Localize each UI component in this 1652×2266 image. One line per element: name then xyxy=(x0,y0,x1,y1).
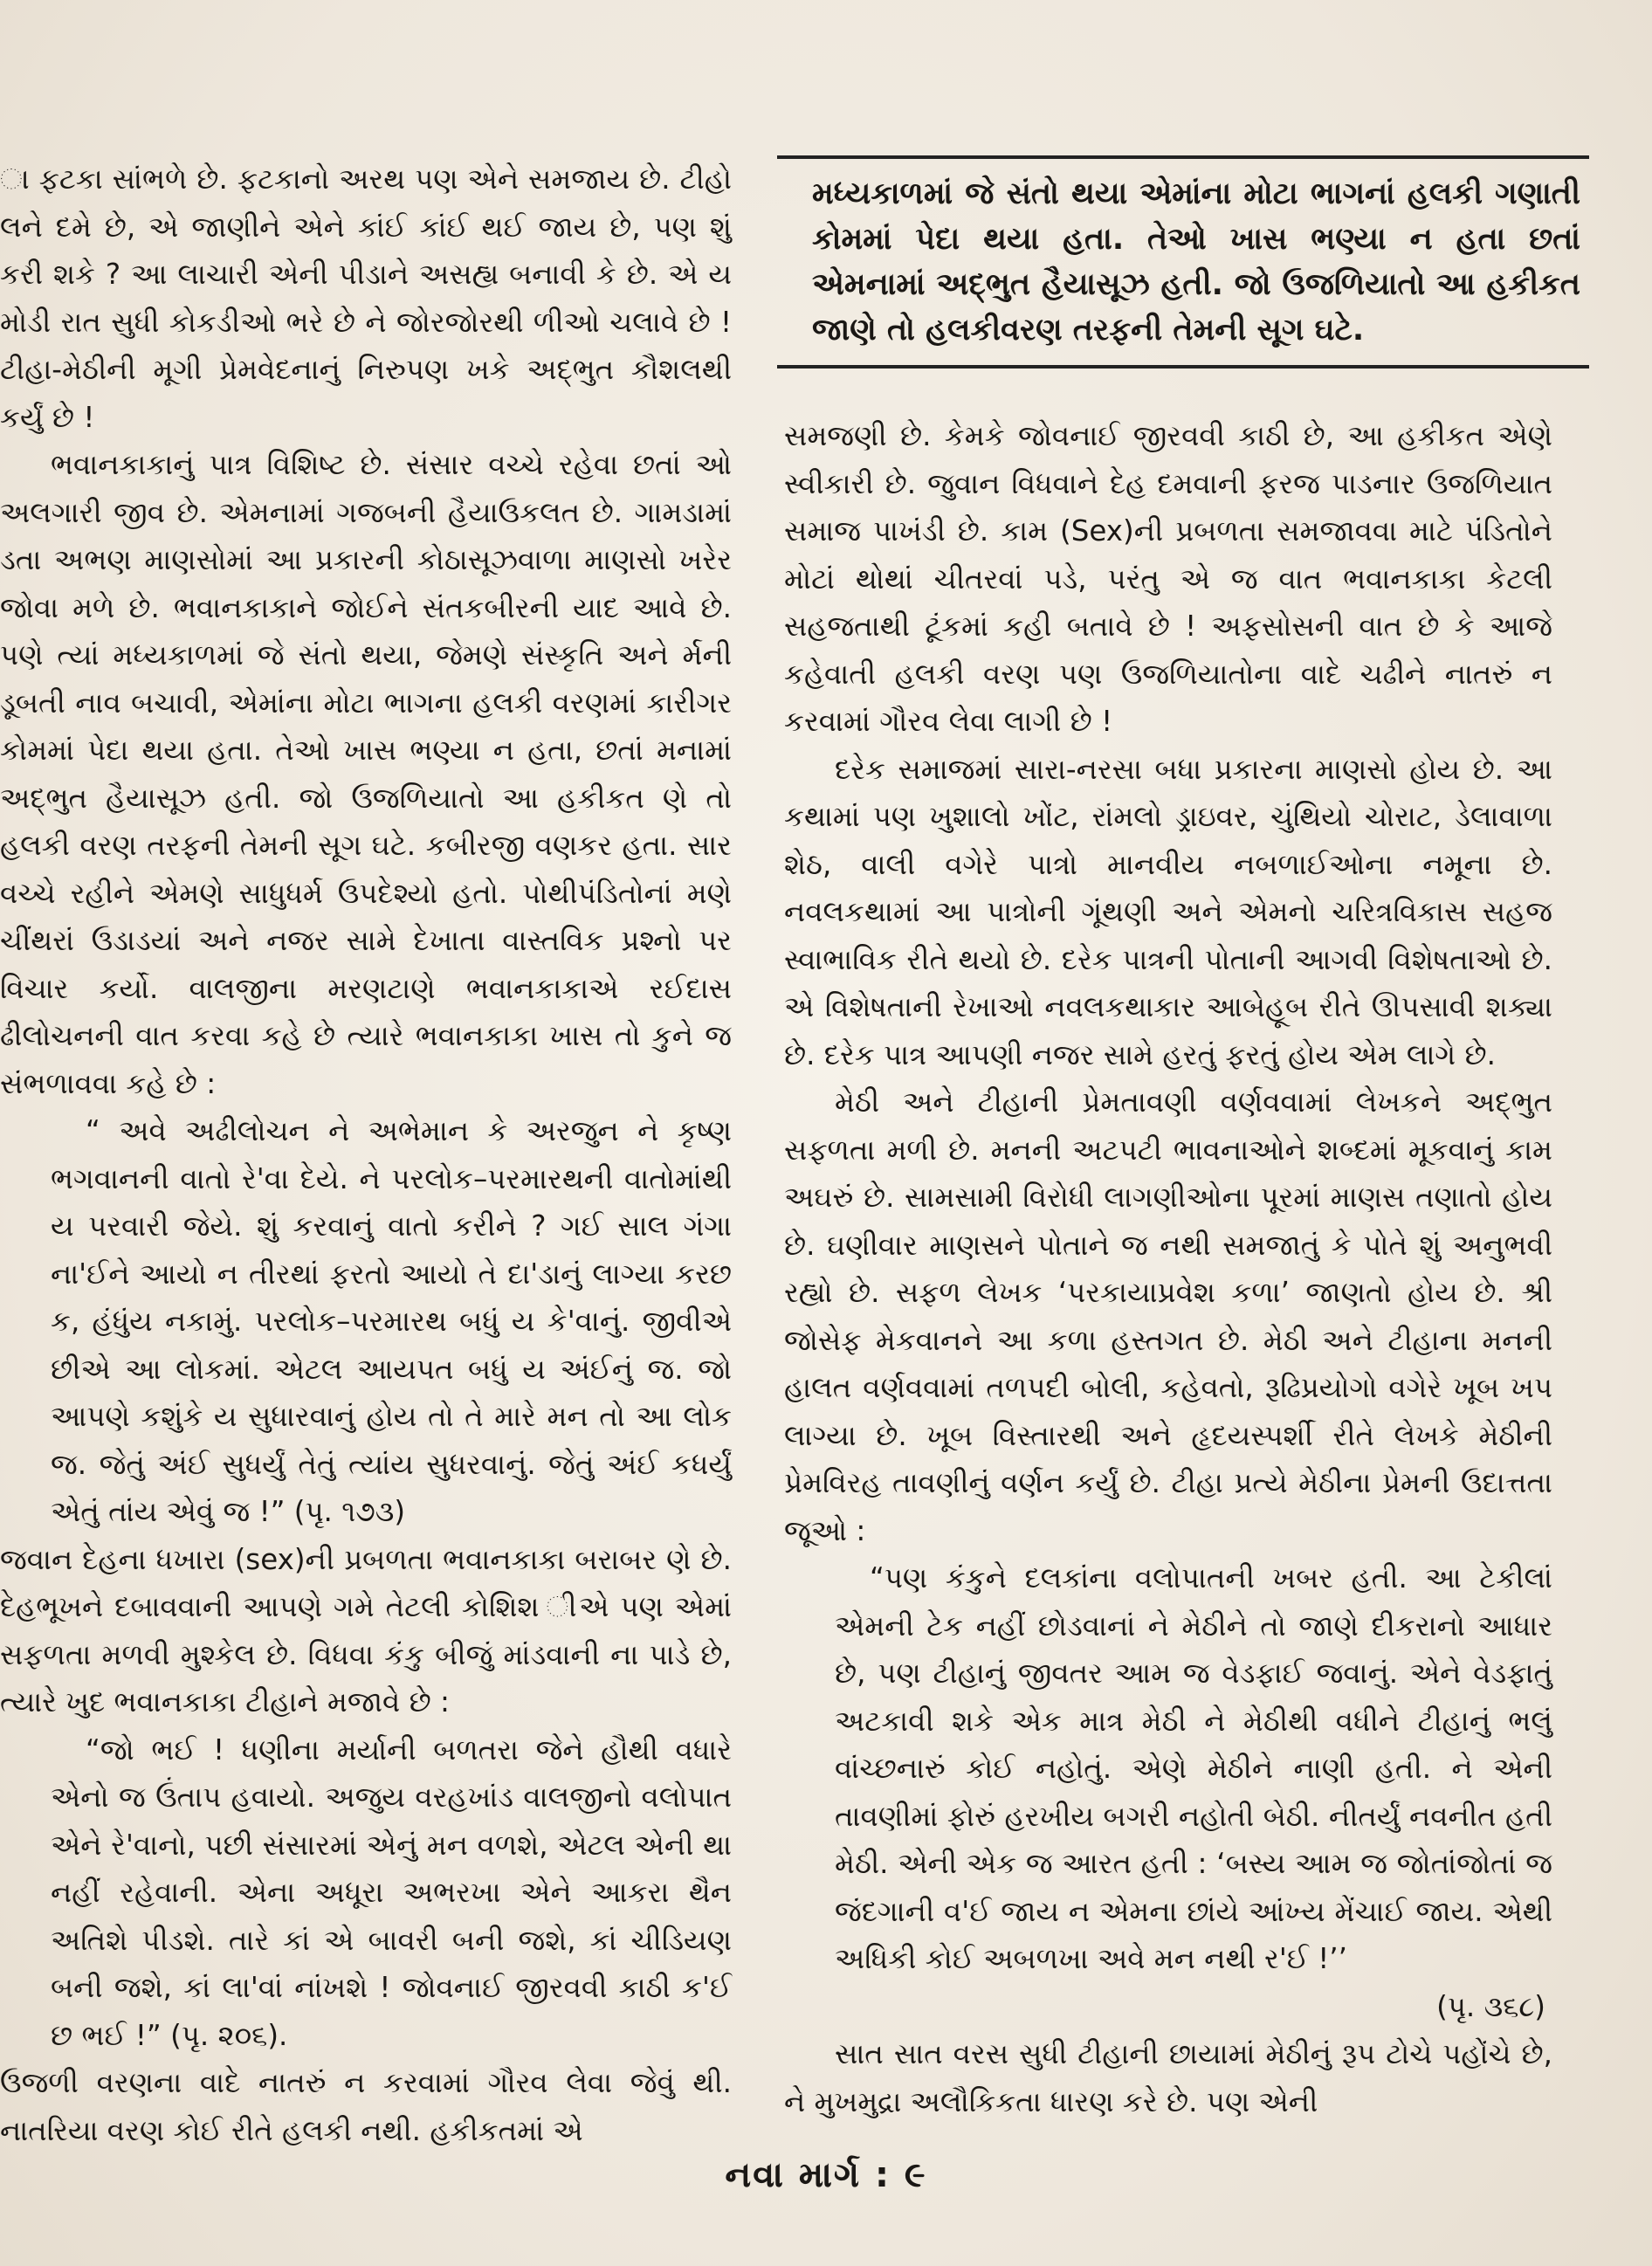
right-quote-1: “પણ કંકુને દલકાંના વલોપાતની ખબર હતી. આ ટેકીલાં એમની ટેક નહીં છોડવાનાં ને મેઠીને તો જાણે દીકરાનો આધાર છે, પણ ટીહાનું જીવતર આમ જ વેડફાઈ જવાનું. એને વેડફાતું અટકાવી શકે એક માત્ર મેઠી ને મેઠીથી વધીને ટીહાનું ભલું વાંચ્છનારું કોઈ નહોતું. એણે મેઠીને નાણી હતી. ને એની તાવણીમાં ફોરું હરખીય બગરી નહોતી બેઠી. નીતર્યું નવનીત હતી મેઠી. એની એક જ આરત હતી : ‘બસ્ય આમ જ જોતાંજોતાં જ જંદગાની વ'ઈ જાય ન એમના છાંયે આંખ્ય મેંચાઈ જાય. એથી અધિકી કોઈ અબળખા અવે મન નથી ર'ઈ !’’ xyxy=(835,1561,1552,1975)
left-paragraph-4: ઉજળી વરણના વાદે નાતરું ન કરવામાં ગૌરવ લેવા જેવું થી. નાતરિયા વરણ કોઈ રીતે હલકી નથી. હકીકતમાં એ xyxy=(0,2066,732,2147)
right-quote-citation: (પૃ. ૩૬૮) xyxy=(1436,1989,1545,2023)
pull-quote-box xyxy=(777,155,1589,368)
left-paragraph-1: ા ફટકા સાંભળે છે. ફટકાનો અરથ પણ એને સમજાય છે. ટીહો લને દમે છે, એ જાણીને એને કાંઈ કાંઈ થઈ જાય છે, પણ શું કરી શકે ? આ લાચારી એની પીડાને અસહ્ય બનાવી કે છે. એ ય મોડી રાત સુધી કોકડીઓ ભરે છે ને જોરજોરથી ળીઓ ચલાવે છે ! ટીહા-મેઠીની મૂગી પ્રેમવેદનાનું નિરુપણ ખકે અદ્ભુત કૌશલથી કર્યું છે ! xyxy=(0,162,732,434)
right-paragraph-4: સાત સાત વરસ સુધી ટીહાની છાયામાં મેઠીનું રૂપ ટોચે પહોંચે છે, ને મુખમુદ્રા અલૌકિકતા ધારણ કરે છે. પણ એની xyxy=(784,2037,1552,2118)
right-column xyxy=(784,412,1552,2125)
left-quote-2: “જો ભઈ ! ધણીના મર્યાની બળતરા જેને હૌથી વધારે એનો જ ઉંતાપ હવાયો. અજુય વરહખાંડ વાલજીનો વલોપાત એને રે'વાનો, પછી સંસારમાં એનું મન વળશે, એટલ એની થા નહીં રહેવાની. એના અધૂરા અભરખા એને આકરા થૈન અતિશે પીડશે. તારે કાં એ બાવરી બની જશે, કાં ચીડિયણ બની જશે, કાં લા'વાં નાંખશે ! જોવનાઈ જીરવવી કાઠી ક'ઈ છ ભઈ !” (પૃ. ૨૦૬). xyxy=(51,1732,732,2052)
page-footer: નવા માર્ગ : ૯ xyxy=(725,2155,927,2195)
left-paragraph-3: જવાન દેહના ધખારા (sex)ની પ્રબળતા ભવાનકાકા બરાબર ણે છે. દેહભૂખને દબાવવાની આપણે ગમે તેટલી કોશિશ ીએ પણ એમાં સફળતા મળવી મુશ્કેલ છે. વિધવા કંકુ બીજું માંડવાની ના પાડે છે, ત્યારે ખુદ ભવાનકાકા ટીહાને મજાવે છે : xyxy=(0,1542,732,1718)
left-column xyxy=(0,155,732,2154)
right-paragraph-2: દરેક સમાજમાં સારા-નરસા બધા પ્રકારના માણસો હોય છે. આ કથામાં પણ ખુશાલો ખોંટ, રાંમલો ડ્રાઇવર, ચુંથિયો ચોરાટ, ડેલાવાળા શેઠ, વાલી વગેરે પાત્રો માનવીય નબળાઈઓના નમૂના છે. નવલકથામાં આ પાત્રોની ગૂંથણી અને એમનો ચરિત્રવિકાસ સહજ સ્વાભાવિક રીતે થયો છે. દરેક પાત્રની પોતાની આગવી વિશેષતાઓ છે. એ વિશેષતાની રેખાઓ નવલકથાકાર આબેહૂબ રીતે ઊપસાવી શક્યા છે. દરેક પાત્ર આપણી નજર સામે હરતું ફરતું હોય એમ લાગે છે. xyxy=(784,752,1552,1071)
right-paragraph-3: મેઠી અને ટીહાની પ્રેમતાવણી વર્ણવવામાં લેખકને અદ્ભુત સફળતા મળી છે. મનની અટપટી ભાવનાઓને શબ્દમાં મૂકવાનું કામ અઘરું છે. સામસામી વિરોધી લાગણીઓના પૂરમાં માણસ તણાતો હોય છે. ઘણીવાર માણસને પોતાને જ નથી સમજાતું કે પોતે શું અનુભવી રહ્યો છે. સફળ લેખક ‘પરકાયાપ્રવેશ કળા’ જાણતો હોય છે. શ્રી જોસેફ મેકવાનને આ કળા હસ્તગત છે. મેઠી અને ટીહાના મનની હાલત વર્ણવવામાં તળપદી બોલી, કહેવતો, રૂઢિપ્રયોગો વગેરે ખૂબ ખપ લાગ્યા છે. ખૂબ વિસ્તારથી અને હૃદયસ્પર્શી રીતે લેખકે મેઠીની પ્રેમવિરહ તાવણીનું વર્ણન કર્યું છે. ટીહા પ્રત્યે મેઠીના પ્રેમની ઉદાત્તતા જૂઓ : xyxy=(784,1085,1552,1547)
right-paragraph-1: સમજણી છે. કેમકે જોવનાઈ જીરવવી કાઠી છે, આ હકીકત એણે સ્વીકારી છે. જુવાન વિધવાને દેહ દમવાની ફરજ પાડનાર ઉજળિયાત સમાજ પાખંડી છે. કામ (Sex)ની પ્રબળતા સમજાવવા માટે પંડિતોને મોટાં થોથાં ચીતરવાં પડે, પરંતુ એ જ વાત ભવાનકાકા કેટલી સહજતાથી ટૂંકમાં કહી બતાવે છે ! અફસોસની વાત છે કે આજે કહેવાતી હલકી વરણ પણ ઉજળિયાતોના વાદે ચઢીને નાતરું ન કરવામાં ગૌરવ લેવા લાગી છે ! xyxy=(784,419,1552,738)
left-paragraph-2: ભવાનકાકાનું પાત્ર વિશિષ્ટ છે. સંસાર વચ્ચે રહેવા છતાં ઓ અલગારી જીવ છે. એમનામાં ગજબની હૈયાઉકલત છે. ગામડામાં ડતા અભણ માણસોમાં આ પ્રકારની કોઠાસૂઝવાળા માણસો ખરેર જોવા મળે છે. ભવાનકાકાને જોઈને સંતકબીરની યાદ આવે છે. પણે ત્યાં મધ્યકાળમાં જે સંતો થયા, જેમણે સંસ્કૃતિ અને ર્મની ડૂબતી નાવ બચાવી, એમાંના મોટા ભાગના હલકી વરણમાં કારીગર કોમમાં પેદા થયા હતા. તેઓ ખાસ ભણ્યા ન હતા, છતાં મનામાં અદ્ભુત હૈયાસૂઝ હતી. જો ઉજળિયાતો આ હકીકત ણે તો હલકી વરણ તરફની તેમની સૂગ ઘટે. કબીરજી વણકર હતા. સાર વચ્ચે રહીને એમણે સાધુધર્મ ઉપદેશ્યો હતો. પોથીપંડિતોનાં મણે ચીંથરાં ઉડાડયાં અને નજર સામે દેખાતા વાસ્તવિક પ્રશ્નો પર વિચાર કર્યો. વાલજીના મરણટાણે ભવાનકાકાએ રઈદાસ ઢીલોચનની વાત કરવા કહે છે ત્યારે ભવાનકાકા ખાસ તો કુને જ સંભળાવવા કહે છે : xyxy=(0,448,732,1100)
pull-quote-text: મધ્યકાળમાં જે સંતો થયા એમાંના મોટા ભાગનાં હલકી ગણાતી કોમમાં પેદા થયા હતા. તેઓ ખાસ ભણ્યા ન હતા છતાં એમનામાં અદ્ભુત હૈયાસૂઝ હતી. જો ઉજળિયાતો આ હકીકત જાણે તો હલકીવરણ તરફની તેમની સૂગ ઘટે. xyxy=(812,176,1580,348)
left-quote-1: “ અવે અઢીલોચન ને અભેમાન કે અરજુન ને કૃષ્ણ ભગવાનની વાતો રે'વા દેયે. ને પરલોક–પરમારથની વાતોમાંથી ય પરવારી જેયે. શું કરવાનું વાતો કરીને ? ગઈ સાલ ગંગા ના'ઈને આયો ન તીરથાં ફરતો આયો તે દા'ડાનું લાગ્યા કરછ ક, હંધુંય નકામું. પરલોક–પરમારથ બધું ય કે'વાનું. જીવીએ છીએ આ લોકમાં. એટલ આયપત બધું ય અંઈનું જ. જો આપણે કશુંકે ય સુધારવાનું હોય તો તે મારે મન તો આ લોક જ. જેતું અંઈ સુધર્યું તેતું ત્યાંય સુધરવાનું. જેતું અંઈ કધર્યું એતું તાંય એવું જ !” (પૃ. ૧૭૩) xyxy=(51,1114,732,1528)
